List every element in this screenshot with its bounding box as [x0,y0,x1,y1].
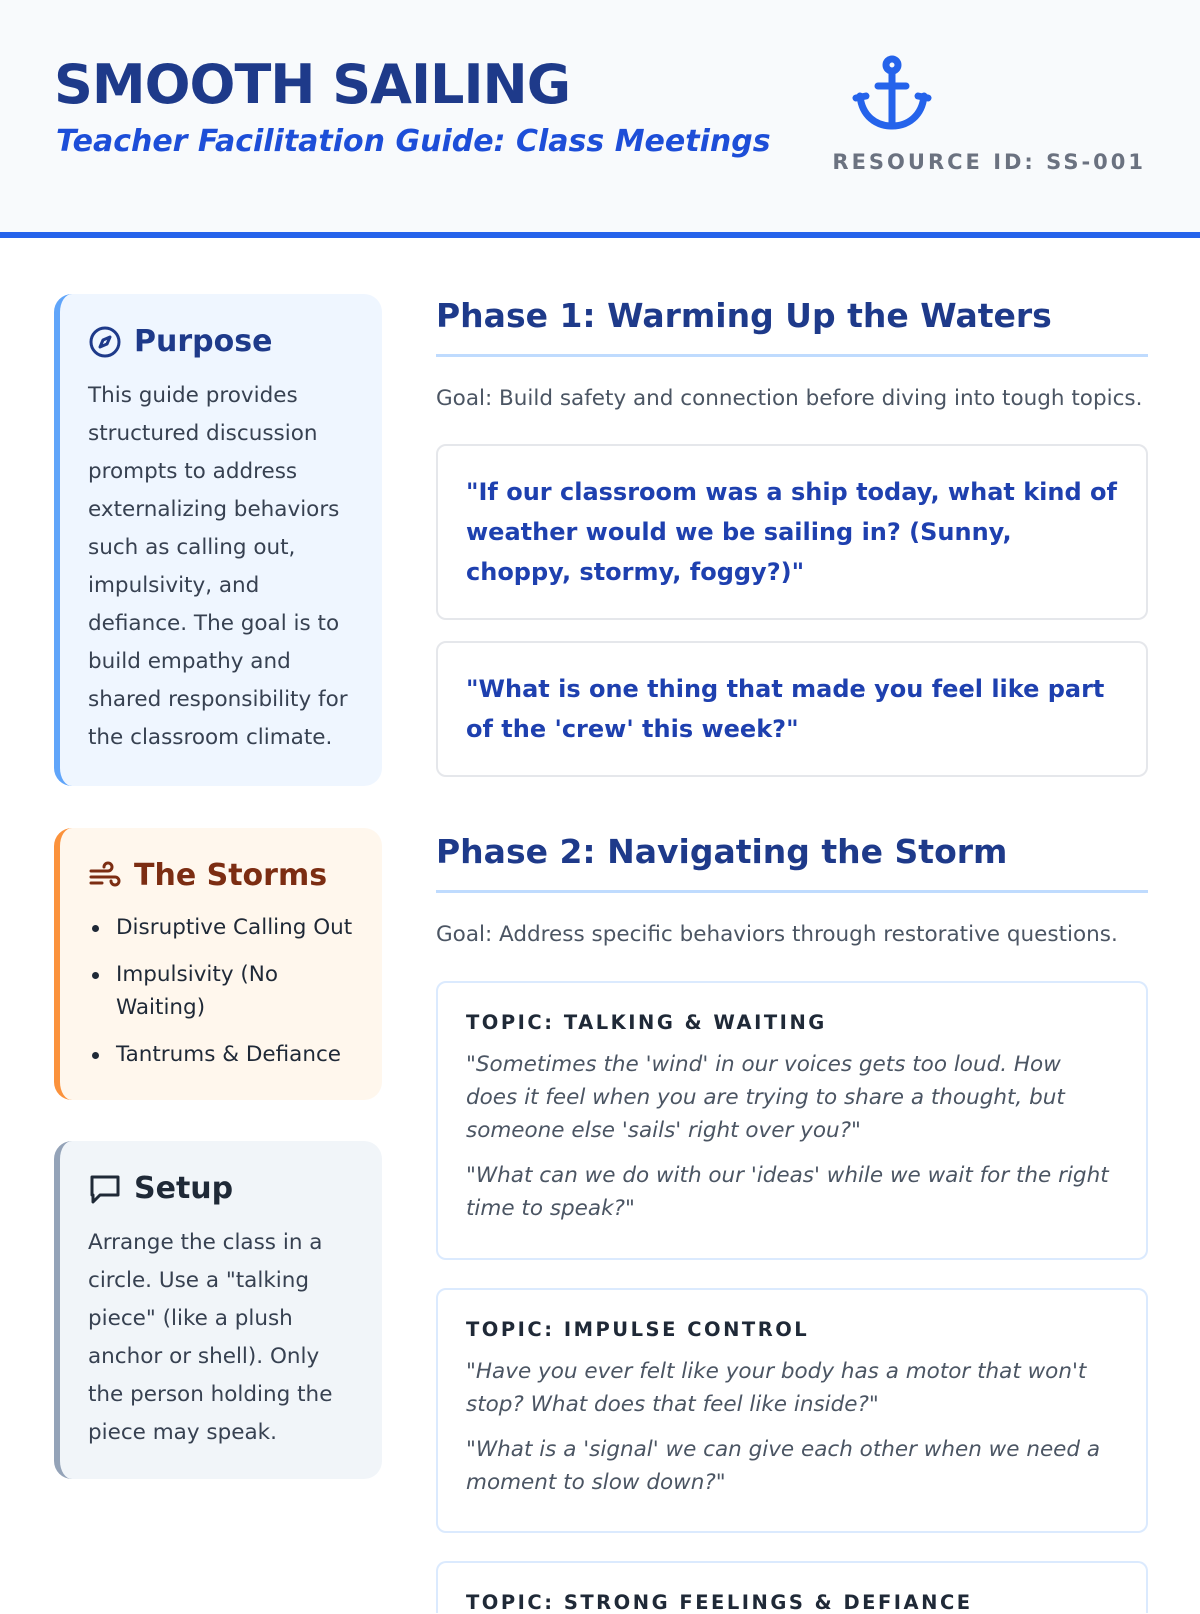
topic-question: "What is a 'signal' we can give each other when we need a moment to slow down?" [466,1437,1101,1495]
phase1-divider [436,354,1148,357]
topic-card [436,981,1148,1260]
topic-label: TOPIC: TALKING & WAITING [466,1011,827,1034]
anchor-icon [854,54,930,134]
topic-label: TOPIC: IMPULSE CONTROL [466,1318,810,1341]
storms-title: The Storms [134,858,328,893]
compass-icon [88,325,122,359]
phase1-title: Phase 1: Warming Up the Waters [436,296,1052,335]
purpose-card [54,294,382,786]
prompt-card: "What is one thing that made you feel like part of the 'crew' this week?" [436,641,1148,777]
storms-list [88,911,356,1071]
setup-text: Arrange the class in a circle. Use a "talking piece" (like a plush anchor or shell). Only the person holding the piece may speak. [88,1230,333,1445]
topic-card [436,1288,1148,1533]
topic-question: "What can we do with our 'ideas' while we wait for the right time to speak?" [466,1163,1109,1221]
brand-subtitle: Teacher Facilitation Guide: Class Meetings [56,124,771,159]
storms-card [54,828,382,1100]
phase2-divider [436,890,1148,893]
phase2-goal: Goal: Address specific behaviors through restorative questions. [436,922,1118,947]
resource-id: RESOURCE ID: SS-001 [832,150,1146,174]
brand-title: SMOOTH SAILING [54,53,571,116]
wind-icon [88,859,122,893]
list-item: Tantrums & Defiance [88,1038,356,1071]
topic-question: "Have you ever felt like your body has a motor that won't stop? What does that feel like inside?" [466,1359,1087,1417]
list-item: Impulsivity (No Waiting) [88,958,356,1024]
list-item: Disruptive Calling Out [88,911,356,944]
topic-label: TOPIC: STRONG FEELINGS & DEFIANCE [466,1591,973,1614]
purpose-text: This guide provides structured discussion prompts to address externalizing behaviors such as calling out, impulsivity, and defiance. The goal is to build empathy and shared responsibility for the classroom climate. [88,383,348,750]
page-header [0,0,1200,238]
setup-card [54,1141,382,1479]
phase1-goal: Goal: Build safety and connection before diving into tough topics. [436,386,1143,411]
topic-question: "Sometimes the 'wind' in our voices gets too loud. How does it feel when you are trying to share a thought, but someone else 'sails' right over you?" [466,1052,1065,1143]
purpose-title: Purpose [134,324,273,359]
setup-title: Setup [134,1171,234,1206]
phase2-title: Phase 2: Navigating the Storm [436,832,1008,871]
prompt-card: "If our classroom was a ship today, what kind of weather would we be sailing in? (Sunny, choppy, stormy, foggy?)" [436,444,1148,620]
chat-bubble-icon [88,1172,122,1206]
topic-card [436,1561,1148,1613]
